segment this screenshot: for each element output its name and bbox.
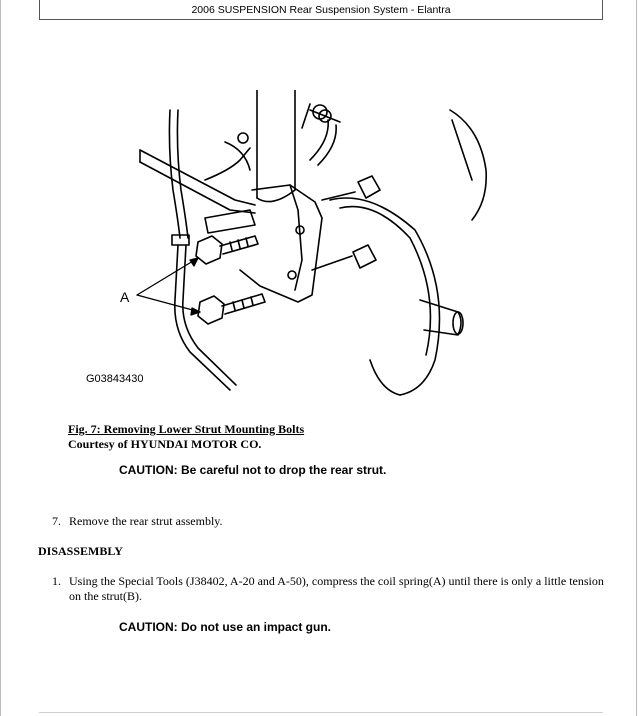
bolt-upper-drawing <box>196 236 258 264</box>
bolt-lower-drawing <box>198 294 265 324</box>
right-arm-drawing <box>302 104 380 270</box>
figure-image-code: G03843430 <box>86 373 144 385</box>
bottom-rule <box>39 712 603 713</box>
figure-caption-title: Fig. 7: Removing Lower Strut Mounting Bolts <box>68 422 305 436</box>
page-header <box>39 0 603 20</box>
caution-impact-gun: CAUTION: Do not use an impact gun. <box>119 620 331 634</box>
step-1 <box>52 574 612 606</box>
figure-caption-credit: Courtesy of HYUNDAI MOTOR CO. <box>68 437 262 451</box>
callout-label-a: A <box>120 289 130 305</box>
brake-line-drawing <box>169 110 236 390</box>
step-1-text: Using the Special Tools (J38402, A-20 and A-50), compress the coil spring(A) until there is only a little tension on the strut(B). <box>69 574 604 603</box>
strut-bolt-illustration <box>40 90 600 410</box>
figure-caption <box>68 422 304 452</box>
caution-rear-strut: CAUTION: Be careful not to drop the rear strut. <box>119 463 387 477</box>
header-title: 2006 SUSPENSION Rear Suspension System - Elantra <box>191 3 451 16</box>
step-7-text: Remove the rear strut assembly. <box>69 514 223 528</box>
step-7-number: 7. <box>52 514 61 528</box>
step-1-number: 1. <box>52 574 61 588</box>
page-edge-right <box>636 0 637 716</box>
brake-drum-drawing <box>330 198 463 395</box>
callout-leaders <box>137 258 200 315</box>
page-edge-left <box>0 0 1 716</box>
section-title-disassembly: DISASSEMBLY <box>38 544 123 558</box>
upper-linkage-drawing <box>140 133 255 213</box>
step-7 <box>52 514 612 530</box>
